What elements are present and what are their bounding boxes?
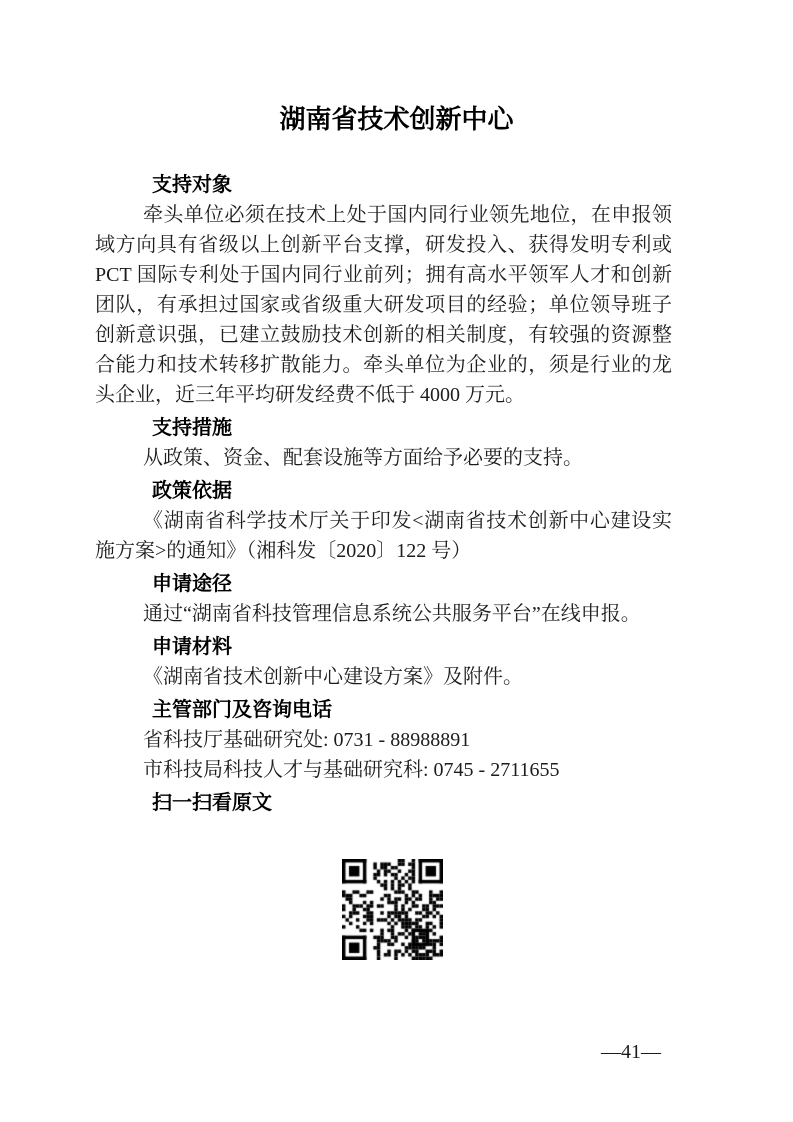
section-heading-support-target: 支持对象	[152, 174, 232, 196]
section-heading-application-materials: 申请材料	[152, 636, 232, 658]
section-heading-support-measures: 支持措施	[152, 417, 232, 439]
section-heading-policy-basis: 政策依据	[152, 480, 232, 502]
page-number: —41—	[601, 1041, 661, 1063]
section-heading-contact-phone: 主管部门及咨询电话	[152, 699, 332, 721]
body-paragraph: 从政策、资金、配套设施等方面给予必要的支持。	[143, 447, 583, 469]
body-paragraph: 《湖南省技术创新中心建设方案》及附件。	[143, 666, 523, 688]
body-paragraph: 通过“湖南省科技管理信息系统公共服务平台”在线申报。	[143, 603, 641, 625]
document-body	[95, 170, 672, 960]
section-heading-application-channel: 申请途径	[152, 573, 232, 595]
qr-code	[342, 859, 443, 960]
body-paragraph: 牵头单位必须在技术上处于国内同行业领先地位，在申报领域方向具有省级以上创新平台支撑，研发投入、获得发明专利或 PCT 国际专利处于国内同行业前列；拥有高水平领军人才和创新团队，有承担过国家或省级重大研发项目的经验；单位领导班子创新意识强，已建立鼓励技术创新的相关制度，有较强的资源整合能力和技术转移扩散能力。牵头单位为企业的，须是行业的龙头企业，近三年平均研发经费不低于 4000 万元。	[95, 204, 672, 406]
body-paragraph: 《湖南省科学技术厅关于印发<湖南省技术创新中心建设实施方案>的通知》（湘科发〔2020〕122 号）	[95, 510, 672, 562]
page-title: 湖南省技术创新中心	[279, 105, 514, 134]
contact-line-province: 省科技厅基础研究处: 0731 - 88988891	[143, 729, 471, 751]
section-heading-scan-original: 扫一扫看原文	[152, 792, 272, 814]
contact-line-city: 市科技局科技人才与基础研究科: 0745 - 2711655	[143, 759, 560, 781]
